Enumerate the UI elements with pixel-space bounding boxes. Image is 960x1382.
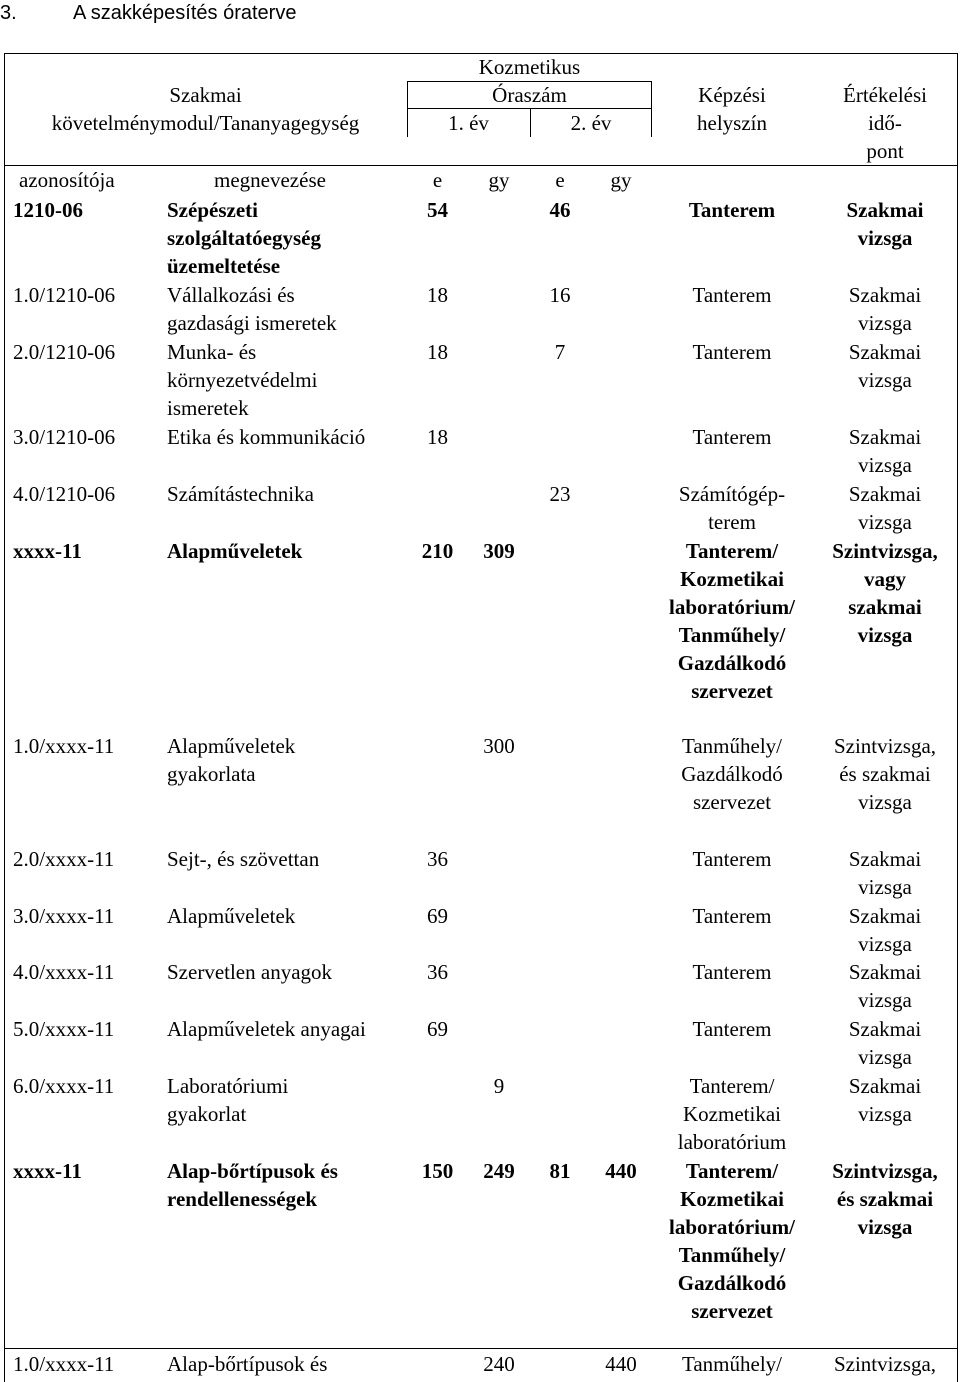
cell-eval: Szakmai vizsga — [848, 1017, 922, 1069]
cell-id: 4.0/xxxx-11 — [13, 960, 115, 984]
cell-name: Számítástechnika — [167, 482, 314, 506]
cell-name: Sejt-, és szövettan — [167, 847, 320, 871]
year1-e-header: e — [432, 168, 443, 192]
year2-gy-header: gy — [610, 168, 632, 192]
cell-place: Tanterem/ Kozmetikai laboratórium/ Tanműhely/ Gazdálkodó szervezet — [669, 1159, 795, 1323]
cell-place: Tanterem — [692, 904, 772, 928]
section-title: A szakképesítés óraterve — [73, 2, 297, 24]
cell-name: Laboratóriumi gyakorlat — [167, 1074, 289, 1126]
cell-eval: Szakmai vizsga — [848, 960, 922, 1012]
cell-gy2: 440 — [605, 1159, 637, 1183]
cell-e1: 210 — [421, 539, 454, 563]
cell-place: Tanműhely/ — [681, 1352, 782, 1376]
cell-id: 4.0/1210-06 — [13, 482, 116, 506]
cell-eval: Szakmai vizsga — [848, 1074, 922, 1126]
cell-id: 3.0/xxxx-11 — [13, 904, 115, 928]
cell-place: Tanterem — [692, 960, 772, 984]
cell-id: xxxx-11 — [13, 1159, 82, 1183]
cell-gy1: 300 — [483, 734, 515, 758]
cell-name: Szervetlen anyagok — [167, 960, 333, 984]
cell-eval: Szakmai vizsga — [848, 425, 922, 477]
cell-id: 2.0/1210-06 — [13, 340, 116, 364]
cell-e1: 69 — [427, 904, 448, 928]
cell-name: Etika és kommunikáció — [167, 425, 366, 449]
cell-gy1: 249 — [483, 1159, 515, 1183]
cell-id: 1.0/xxxx-11 — [13, 734, 115, 758]
cell-name: Alapműveletek — [167, 904, 296, 928]
cell-gy2: 440 — [605, 1352, 637, 1376]
cell-e1: 36 — [427, 847, 448, 871]
cell-e1: 18 — [427, 425, 448, 449]
cell-e2: 23 — [549, 482, 571, 506]
id-column-header: azonosítója — [19, 168, 115, 192]
cell-id: 6.0/xxxx-11 — [13, 1074, 115, 1098]
cell-eval: Szakmai vizsga — [848, 283, 922, 335]
cell-e1: 54 — [427, 198, 448, 222]
cell-eval: Szintvizsga, és szakmai vizsga — [833, 734, 937, 814]
cell-id: 1210-06 — [13, 198, 83, 222]
cell-id: 5.0/xxxx-11 — [13, 1017, 115, 1041]
cell-name: Alap-bőrtípusok és rendellenességek — [167, 1159, 338, 1211]
cell-place: Tanterem — [692, 340, 772, 364]
cell-name: Alapműveletek gyakorlata — [167, 734, 296, 786]
cell-e1: 150 — [421, 1159, 454, 1183]
cell-place: Tanterem — [692, 1017, 772, 1041]
cell-gy1: 9 — [493, 1074, 505, 1098]
cell-e1: 18 — [427, 340, 448, 364]
cell-id: 2.0/xxxx-11 — [13, 847, 115, 871]
cell-id: 3.0/1210-06 — [13, 425, 116, 449]
cell-id: xxxx-11 — [13, 539, 82, 563]
cell-name: Alapműveletek anyagai — [167, 1017, 366, 1041]
cell-e2: 81 — [549, 1159, 571, 1183]
year1-header: 1. év — [448, 111, 489, 135]
cell-e1: 69 — [427, 1017, 448, 1041]
cell-eval: Szakmai vizsga — [848, 340, 922, 392]
evaluation-header: Értékelési idő- pont — [843, 83, 927, 163]
year2-e-header: e — [555, 168, 565, 192]
cell-eval: Szakmai vizsga — [846, 198, 924, 250]
cell-eval: Szintvizsga, vagy szakmai vizsga — [832, 539, 938, 647]
cell-e2: 46 — [549, 198, 571, 222]
cell-place: Tanterem/ Kozmetikai laboratórium — [677, 1074, 787, 1154]
cell-name: Vállalkozási és gazdasági ismeretek — [167, 283, 337, 335]
cell-place: Tanterem/ Kozmetikai laboratórium/ Tanműhely/ Gazdálkodó szervezet — [669, 539, 795, 703]
cell-gy1: 240 — [483, 1352, 515, 1376]
location-header: Képzési helyszín — [697, 83, 767, 135]
section-number: 3. — [0, 2, 17, 24]
cell-name: Alap-bőrtípusok és — [167, 1352, 328, 1376]
cell-gy1: 309 — [483, 539, 515, 563]
cell-place: Tanterem — [692, 283, 772, 307]
name-column-header: megnevezése — [214, 168, 326, 192]
cell-place: Számítógép- terem — [678, 482, 786, 534]
year1-gy-header: gy — [488, 168, 510, 192]
cell-e2: 7 — [554, 340, 566, 364]
cell-eval: Szintvizsga, — [833, 1352, 937, 1376]
program-title: Kozmetikus — [478, 55, 581, 79]
cell-name: Alapműveletek — [167, 539, 303, 563]
cell-e2: 16 — [549, 283, 571, 307]
cell-id: 1.0/xxxx-11 — [13, 1352, 115, 1376]
cell-e1: 36 — [427, 960, 448, 984]
cell-name: Szépészeti szolgáltatóegység üzemeltetése — [167, 198, 321, 278]
cell-e1: 18 — [427, 283, 448, 307]
cell-name: Munka- és környezetvédelmi ismeretek — [167, 340, 318, 420]
cell-eval: Szakmai vizsga — [848, 904, 922, 956]
cell-place: Tanterem — [692, 847, 772, 871]
hours-header: Óraszám — [492, 83, 567, 107]
cell-place: Tanterem — [692, 425, 772, 449]
cell-id: 1.0/1210-06 — [13, 283, 116, 307]
cell-eval: Szakmai vizsga — [848, 847, 922, 899]
cell-eval: Szintvizsga, és szakmai vizsga — [832, 1159, 938, 1239]
module-column-header: Szakmai követelménymodul/Tananyagegység — [51, 83, 360, 135]
cell-eval: Szakmai vizsga — [848, 482, 922, 534]
year2-header: 2. év — [570, 111, 612, 135]
cell-place: Tanterem — [688, 198, 776, 222]
cell-place: Tanműhely/ Gazdálkodó szervezet — [681, 734, 783, 814]
